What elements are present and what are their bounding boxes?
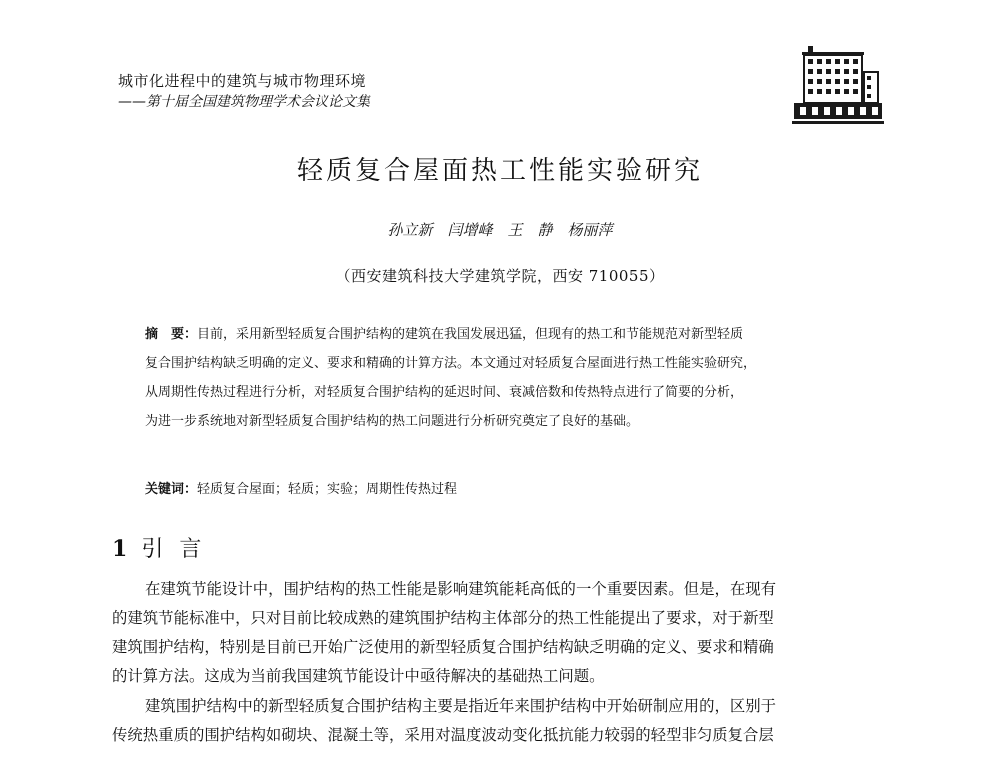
abstract-line: 从周期性传热过程进行分析，对轻质复合围护结构的延迟时间、衰减倍数和传热特点进行了简要的分析， <box>145 385 744 400</box>
abstract-text: 目前，采用新型轻质复合围护结构的建筑在我国发展迅猛，但现有的热工和节能规范对新型轻质 <box>197 327 744 342</box>
body-text-line: 的计算方法。这成为当前我国建筑节能设计中亟待解决的基础热工问题。 <box>112 667 605 685</box>
building-logo-icon <box>790 42 886 128</box>
body-text-line: 的建筑节能标准中，只对目前比较成熟的建筑围护结构主体部分的热工性能提出了要求，对于新型 <box>112 609 774 627</box>
body-text-line: 传统热重质的围护结构如砌块、混凝土等，采用对温度波动变化抵抗能力较弱的轻型非匀质复合层 <box>112 726 774 744</box>
paper-title: 轻质复合屋面热工性能实验研究 <box>296 156 703 186</box>
proceedings-title: 城市化进程中的建筑与城市物理环境 <box>118 72 367 90</box>
keywords-line <box>145 480 457 500</box>
keywords-label: 关键词： <box>145 482 198 497</box>
body-text-line: 建筑围护结构中的新型轻质复合围护结构主要是指近年来围护结构中开始研制应用的，区别于 <box>145 697 777 715</box>
author-list: 孙立新 闫增峰 王 静 杨丽萍 <box>387 221 613 239</box>
abstract-label: 摘 要： <box>145 327 198 342</box>
abstract-line: 为进一步系统地对新型轻质复合围护结构的热工问题进行分析研究奠定了良好的基础。 <box>145 414 640 429</box>
body-text-line: 建筑围护结构，特别是目前已开始广泛使用的新型轻质复合围护结构缺乏明确的定义、要求和精确 <box>112 638 774 656</box>
author-affiliation: （西安建筑科技大学建筑学院，西安 710055） <box>335 267 665 285</box>
proceedings-subtitle: ——第十届全国建筑物理学术会议论文集 <box>118 94 370 110</box>
running-header <box>118 70 758 112</box>
section-title: 引言 <box>141 537 218 562</box>
abstract-line: 复合围护结构缺乏明确的定义、要求和精确的计算方法。本文通过对轻质复合屋面进行热工性能实验研究， <box>145 356 757 371</box>
body-text-line: 在建筑节能设计中，围护结构的热工性能是影响建筑能耗高低的一个重要因素。但是，在现有 <box>145 580 777 598</box>
keywords-text: 轻质复合屋面；轻质；实验；周期性传热过程 <box>197 482 458 497</box>
section-heading <box>112 534 217 565</box>
section-number: 1 <box>112 536 128 562</box>
abstract-line <box>145 325 743 345</box>
